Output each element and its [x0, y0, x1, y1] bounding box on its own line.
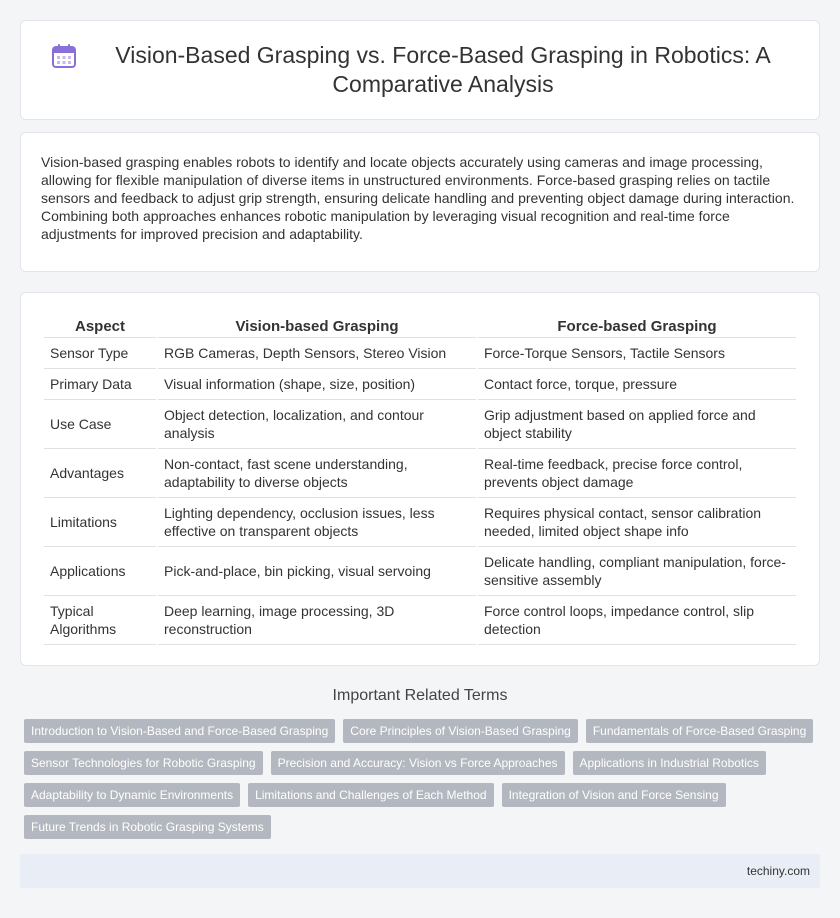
aspect-cell: Use Case: [44, 400, 156, 449]
table-row: [44, 400, 796, 449]
force-cell: Delicate handling, compliant manipulation, force-sensitive assembly: [478, 547, 796, 596]
table-row: [44, 498, 796, 547]
related-term-tag[interactable]: Integration of Vision and Force Sensing: [502, 783, 726, 807]
footer: [20, 854, 820, 888]
header-card: [20, 20, 820, 120]
intro-card: [20, 132, 820, 272]
calendar-icon: [51, 43, 77, 69]
vision-cell: Visual information (shape, size, position): [158, 369, 476, 400]
related-term-tag[interactable]: Future Trends in Robotic Grasping Systems: [24, 815, 271, 839]
comparison-table: [42, 315, 798, 645]
force-cell: Requires physical contact, sensor calibration needed, limited object shape info: [478, 498, 796, 547]
header-vision: Vision-based Grasping: [158, 315, 476, 338]
table-row: [44, 596, 796, 645]
table-row: [44, 369, 796, 400]
force-cell: Grip adjustment based on applied force and object stability: [478, 400, 796, 449]
related-terms-heading: Important Related Terms: [332, 687, 508, 704]
related-term-tag[interactable]: Fundamentals of Force-Based Grasping: [586, 719, 813, 743]
vision-cell: Pick-and-place, bin picking, visual servoing: [158, 547, 476, 596]
vision-cell: Lighting dependency, occlusion issues, less effective on transparent objects: [158, 498, 476, 547]
header-aspect: Aspect: [44, 315, 156, 338]
vision-cell: RGB Cameras, Depth Sensors, Stereo Vision: [158, 338, 476, 369]
related-terms-list: [24, 719, 819, 839]
table-header-row: [44, 315, 796, 338]
force-cell: Force control loops, impedance control, slip detection: [478, 596, 796, 645]
vision-cell: Object detection, localization, and contour analysis: [158, 400, 476, 449]
force-cell: Force-Torque Sensors, Tactile Sensors: [478, 338, 796, 369]
aspect-cell: Advantages: [44, 449, 156, 498]
related-term-tag[interactable]: Core Principles of Vision-Based Grasping: [343, 719, 578, 743]
related-term-tag[interactable]: Introduction to Vision-Based and Force-Based Grasping: [24, 719, 335, 743]
force-cell: Real-time feedback, precise force control, prevents object damage: [478, 449, 796, 498]
page-title: Vision-Based Grasping vs. Force-Based Grasping in Robotics: A Comparative Analysis: [115, 42, 771, 97]
related-term-tag[interactable]: Sensor Technologies for Robotic Grasping: [24, 751, 263, 775]
aspect-cell: Applications: [44, 547, 156, 596]
force-cell: Contact force, torque, pressure: [478, 369, 796, 400]
vision-cell: Non-contact, fast scene understanding, adaptability to diverse objects: [158, 449, 476, 498]
table-row: [44, 547, 796, 596]
aspect-cell: Limitations: [44, 498, 156, 547]
comparison-table-card: [20, 292, 820, 666]
footer-site-link[interactable]: techiny.com: [746, 864, 810, 878]
table-row: [44, 338, 796, 369]
related-term-tag[interactable]: Adaptability to Dynamic Environments: [24, 783, 240, 807]
header-force: Force-based Grasping: [478, 315, 796, 338]
vision-cell: Deep learning, image processing, 3D reconstruction: [158, 596, 476, 645]
table-row: [44, 449, 796, 498]
related-term-tag[interactable]: Applications in Industrial Robotics: [573, 751, 766, 775]
aspect-cell: Primary Data: [44, 369, 156, 400]
related-term-tag[interactable]: Precision and Accuracy: Vision vs Force Approaches: [271, 751, 565, 775]
intro-paragraph: Vision-based grasping enables robots to identify and locate objects accurately using cameras and image processing, allowing for flexible manipulation of diverse items in unstructured environments. Force-based grasping relies on tactile sensors and feedback to adjust grip strength, ensuring delicate handling and preventing object damage during interaction. Combining both approaches enhances robotic manipulation by leveraging visual recognition and real-time force adjustments for improved precision and adaptability.: [41, 154, 795, 242]
related-term-tag[interactable]: Limitations and Challenges of Each Method: [248, 783, 493, 807]
aspect-cell: Typical Algorithms: [44, 596, 156, 645]
aspect-cell: Sensor Type: [44, 338, 156, 369]
